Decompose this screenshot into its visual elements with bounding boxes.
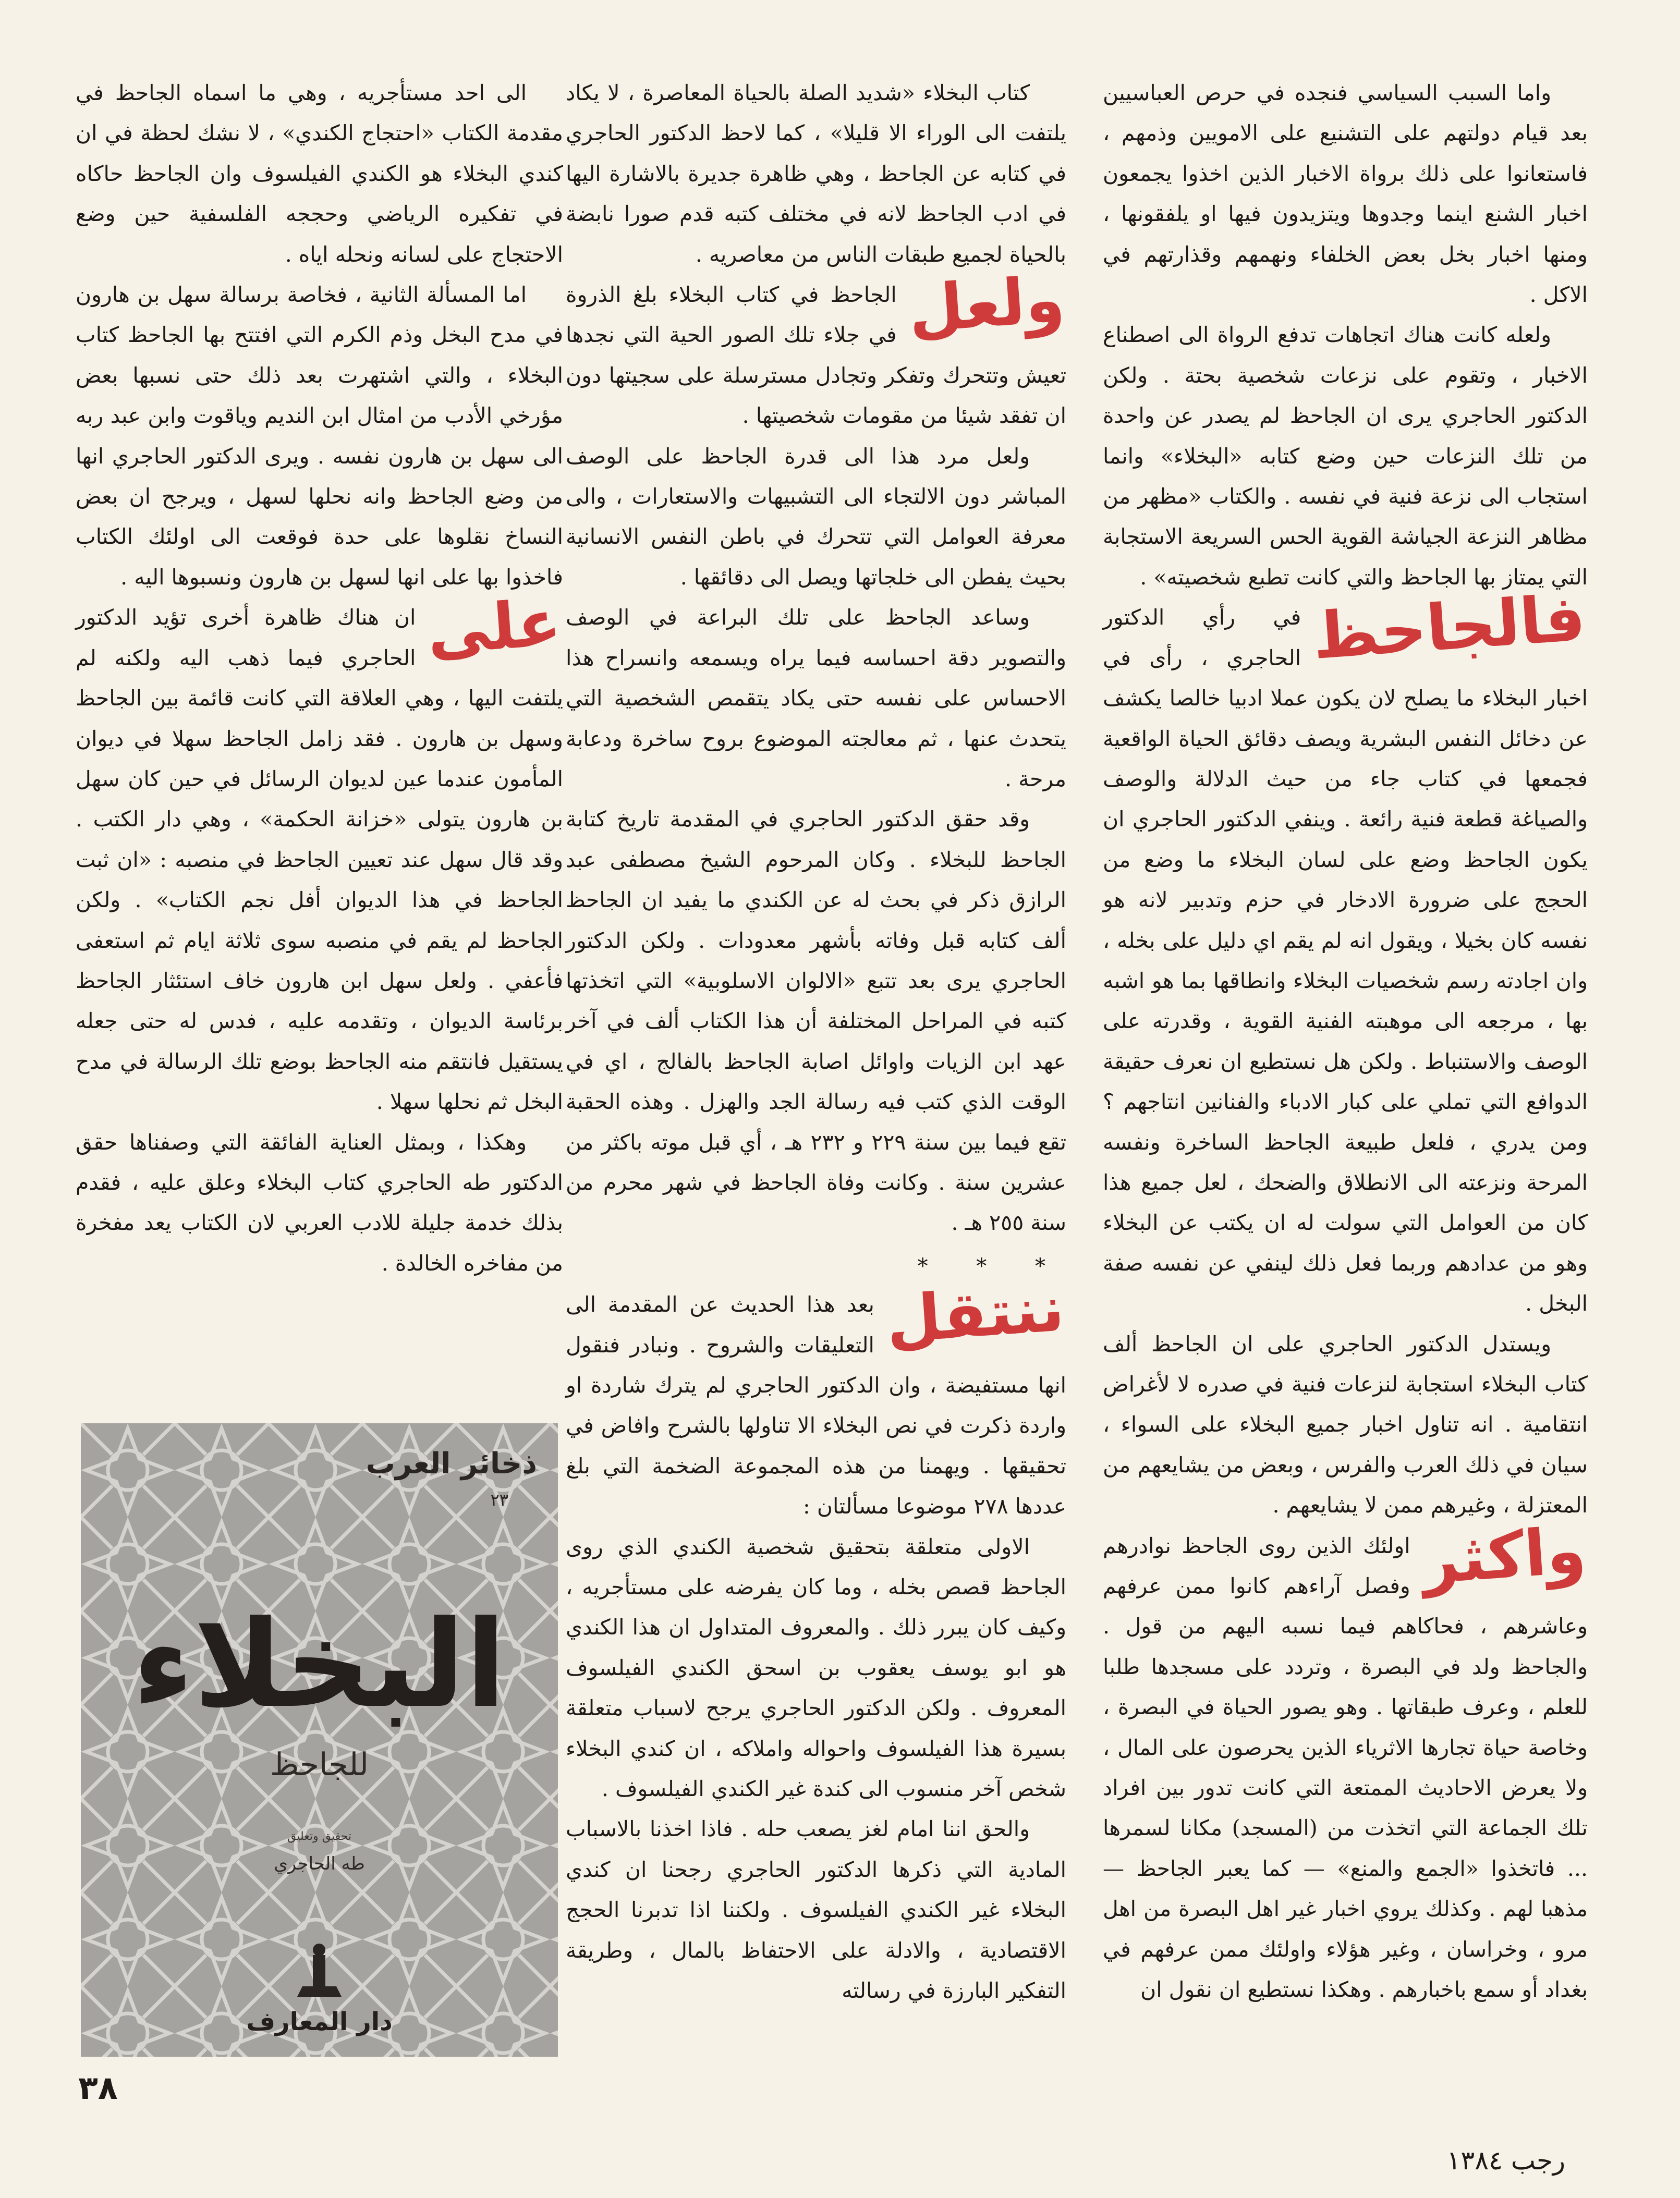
decorative-dropcap: فالجاحظ [1310, 581, 1588, 674]
paragraph: اما المسألة الثانية ، فخاصة برسالة سهل بن هارون في مدح البخل وذم الكرم التي افتتح بها الجاحظ كتاب البخلاء ، والتي اشتهرت بعد ذلك حتى نسبها بعض مؤرخي الأدب من امثال ابن النديم وياقوت وابن عبد ربه الى سهل بن هارون نفسه . ويرى الدكتور الحاجري انها من وضع الجاحظ وانه نحلها لسهل ، ويرجح ان بعض النساخ نقلوها على حدة فوقعت الى اولئك الكتاب فاخذوا بها على انها لسهل بن هارون ونسبوها اليه . [76, 282, 563, 590]
paragraph: ولعل مرد هذا الى قدرة الجاحظ على الوصف المباشر دون الالتجاء الى التشبيهات والاستعارات ، والى معرفة العوامل التي تتحرك في باطن النفس الانسانية بحيث يفطن الى خلجاتها ويصل الى دقائقها . [566, 443, 1066, 590]
cover-publisher: دار المعارف [246, 2007, 393, 2036]
cover-author: للجاحظ [270, 1747, 369, 1783]
decorative-dropcap: على [424, 585, 564, 669]
paragraph-text: ان هناك ظاهرة أخرى تؤيد الدكتور الحاجري فيما ذهب اليه ولكنه لم يلتفت اليها ، وهي العلاقة التي كانت قائمة بين الجاحظ وسهل بن هارون . فقد زامل الجاحظ سهلا في ديوان المأمون عندما عين لديوان الرسائل في حين كان سهل بن هارون يتولى «خزانة الحكمة» ، وهي دار الكتب . وقد قال سهل عند تعيين الجاحظ في منصبه : «ان ثبت الجاحظ في هذا الديوان أفل نجم الكتاب» . ولكن الجاحظ لم يقم في منصبه سوى ثلاثة ايام ثم استعفى فأعفي . ولعل سهل ابن هارون خاف استئثار الجاحظ برئاسة الديوان ، وتقدمه عليه ، فدس له حتى جعله يستقيل فانتقم منه الجاحظ بوضع تلك الرسالة في مدح البخل ثم نحلها سهلا . [76, 605, 563, 1115]
book-cover-image [81, 1423, 558, 2057]
paragraph-text: الجاحظ في كتاب البخلاء بلغ الذروة في جلاء تلك الصور الحية التي نجدها تعيش وتتحرك وتفكر وتجادل مسترسلة على سجيتها دون ان تفقد شيئا من مقومات شخصيتها . [566, 282, 1066, 429]
paragraph: والحق اننا امام لغز يصعب حله . فاذا اخذنا بالاسباب المادية التي ذكرها الدكتور الحاجري رجحنا ان كندي البخلاء غير الكندي الفيلسوف . ولكننا اذا تدبرنا الحجج الاقتصادية ، والادلة على الاحتفاظ بالمال ، وطريقة التفكير البارزة في رسالته [566, 1816, 1066, 2004]
page-number: ٣٨ [78, 2069, 118, 2107]
cover-editor-line: تحقيق وتعليق [287, 1830, 352, 1843]
paragraph: وقد حقق الدكتور الحاجري في المقدمة تاريخ كتابة الجاحظ للبخلاء . وكان المرحوم الشيخ مصطفى عبد الرازق ذكر في بحث له عن الكندي ما يفيد ان الجاحظ ألف كتابه قبل وفاته بأشهر معدودات . ولكن الدكتور الحاجري يرى بعد تتبع «الالوان الاسلوبية» التي اتخذتها كتبه في المراحل المختلفة أن هذا الكتاب ألف في آخر عهد ابن الزيات واوائل اصابة الجاحظ بالفالج ، اي في الوقت الذي كتب فيه رسالة الجد والهزل . وهذه الحقبة تقع فيما بين سنة ٢٢٩ و ٢٣٢ هـ ، أي قبل موته باكثر من عشرين سنة . وكانت وفاة الجاحظ في شهر محرم من سنة ٢٥٥ هـ . [566, 807, 1066, 1236]
text-column-middle [566, 73, 1066, 2011]
paragraph: ولعله كانت هناك اتجاهات تدفع الرواة الى اصطناع الاخبار ، وتقوم على نزعات شخصية بحتة . ولكن الدكتور الحاجري يرى ان الجاحظ لم يصدر عن واحدة من تلك النزعات حين وضع كتابه «البخلاء» وانما استجاب الى نزعة فنية في نفسه . والكتاب «مظهر من مظاهر النزعة الجياشة القوية الحس السريعة الاستجابة التي يمتاز بها الجاحظ والتي كانت تطبع شخصيته» . [1103, 322, 1588, 590]
paragraph-text: بعد هذا الحديث عن المقدمة الى التعليقات والشروح . ونبادر فنقول انها مستفيضة ، وان الدكتور الحاجري لم يترك شاردة او واردة ذكرت في نص البخلاء الا تناولها بالشرح وافاض في تحقيقها . ويهمنا من هذه المجموعة الضخمة التي بلغ عددها ٢٧٨ موضوعا مسألتان : [566, 1292, 1066, 1519]
paragraph: واما السبب السياسي فنجده في حرص العباسيين بعد قيام دولتهم على التشنيع على الامويين وذمهم ، فاستعانوا على ذلك برواة الاخبار الذين اخذوا يجمعون اخبار الشنع اينما وجدوها ويتزيدون فيها او يلفقونها ، ومنها اخبار بخل بعض الخلفاء ونهمهم وقذارتهم في الاكل . [1103, 80, 1588, 308]
footer-date: رجب ١٣٨٤ [1446, 2145, 1565, 2176]
paragraph: كتاب البخلاء «شديد الصلة بالحياة المعاصرة ، لا يكاد يلتفت الى الوراء الا قليلا» ، كما لاحظ الدكتور الحاجري في كتابه عن الجاحظ ، وهي ظاهرة جديرة بالاشارة اليها في ادب الجاحظ لانه في مختلف كتبه قدم صورا نابضة بالحياة لجميع طبقات الناس من معاصريه . [566, 80, 1066, 267]
decorative-dropcap: ولعل [905, 262, 1067, 347]
cover-editor-name: طه الحاجري [274, 1853, 365, 1874]
paragraph: وساعد الجاحظ على تلك البراعة في الوصف والتصوير دقة احساسه فيما يراه ويسمعه وانسراح هذا الاحساس على نفسه حتى يكاد يتقمص الشخصية التي يتحدث عنها ، ثم معالجته الموضوع بروح ساخرة ودعابة مرحة . [566, 605, 1066, 791]
paragraph-with-dropcap [1103, 581, 1588, 1324]
paragraph: الاولى متعلقة بتحقيق شخصية الكندي الذي روى الجاحظ قصص بخله ، وما كان يفرضه على مستأجريه ، وكيف كان يبرر ذلك . والمعروف المتداول ان هذا الكندي هو ابو يوسف يعقوب بن اسحق الكندي الفيلسوف المعروف . ولكن الدكتور الحاجري يرجح لاسباب متعلقة بسيرة هذا الفيلسوف واحواله واملاكه ، ان كندي البخلاء شخص آخر منسوب الى كندة غير الكندي الفيلسوف . [566, 1534, 1066, 1802]
paragraph-text: في رأي الدكتور الحاجري ، رأى في اخبار البخلاء ما يصلح لان يكون عملا ادبيا خالصا يكشف عن دخائل النفس البشرية ويصف دقائق الحياة الواقعية فجمعها في كتاب جاء من حيث الدلالة والوصف والصياغة قطعة فنية رائعة . وينفي الدكتور الحاجري ان يكون الجاحظ وضع على لسان البخلاء ما وضع من الحجج على ضرورة الادخار في حزم وتدبير لانه هو نفسه كان بخيلا ، ويقول انه لم يقم اي دليل على بخله ، وان اجادته رسم شخصيات البخلاء وانطاقها بما هو اشبه بها ، مرجعه الى موهبته الفنية القوية ، وقدرته على الوصف والاستنباط . ولكن هل نستطيع ان نعرف حقيقة الدوافع التي تملي على كبار الادباء والفنانين انتاجهم ؟ ومن يدري ، فلعل طبيعة الجاحظ الساخرة ونفسه المرحة ونزعته الى الانطلاق والضحك ، لعل جميع هذا كان من العوامل التي سولت له ان يكتب عن البخلاء وهو من عدادهم وربما فعل ذلك لينفي عن نفسه صفة البخل . [1103, 605, 1588, 1316]
paragraph-with-dropcap [566, 262, 1067, 436]
paragraph-text: اولئك الذين روى الجاحظ نوادرهم وفصل آراءهم كانوا ممن عرفهم وعاشرهم ، فحاكاهم فيما نسبه اليهم من قول . والجاحظ ولد في البصرة ، وتردد على مسجدها طلبا للعلم ، وعرف طبقاتها . وهو يصور الحياة في البصرة ، وخاصة حياة تجارها الاثرياء الذين يحرصون على المال ، ولا يعرض الاحاديث الممتعة التي كانت تدور بين افراد تلك الجماعة التي اتخذت من (المسجد) مكانا لسمرها ... فاتخذوا «الجمع والمنع» — كما يعبر الجاحظ — مذهبا لهم . وكذلك يروي اخبار غير اهل البصرة من اهل مرو ، وخراسان ، وغير هؤلاء واولئك ممن عرفهم في بغداد أو سمع باخبارهم . وهكذا نستطيع ان نقول ان [1103, 1533, 1588, 2002]
decorative-dropcap: واكثر [1419, 1512, 1588, 1598]
cover-book-title: البخلاء [132, 1595, 507, 1735]
decorative-dropcap: ننتقل [883, 1271, 1067, 1358]
paragraph-with-dropcap [1103, 1512, 1588, 2010]
text-column-left [76, 73, 563, 1284]
cover-series-title: ذخائر العرب [366, 1447, 537, 1481]
paragraph: وهكذا ، وبمثل العناية الفائقة التي وصفناها حقق الدكتور طه الحاجري كتاب البخلاء وعلق عليه ، فقدم بذلك خدمة جليلة للادب العربي لان الكتاب يعد مفخرة من مفاخره الخالدة . [76, 1129, 563, 1276]
paragraph: الى احد مستأجريه ، وهي ما اسماه الجاحظ في مقدمة الكتاب «احتجاج الكندي» ، لا نشك لحظة في ان كندي البخلاء هو الكندي الفيلسوف وان الجاحظ حاكاه في تفكيره الرياضي وحججه الفلسفية حين وضع الاحتجاج على لسانه ونحله اياه . [76, 80, 563, 267]
section-separator: * * * [917, 1254, 1066, 1278]
text-column-right [1103, 73, 1588, 2010]
paragraph-with-dropcap [76, 585, 564, 1122]
paragraph: ويستدل الدكتور الحاجري على ان الجاحظ ألف كتاب البخلاء استجابة لنزعات فنية في صدره لا لأغراض انتقامية . انه تناول اخبار جميع البخلاء على السواء ، سيان في ذلك العرب والفرس ، وبعض من يشايعهم من المعتزلة ، وغيرهم ممن لا يشايعهم . [1103, 1331, 1588, 1518]
cover-series-number: ٢٣ [490, 1490, 508, 1510]
paragraph-with-dropcap [566, 1271, 1067, 1527]
geometric-pattern [81, 1423, 558, 2057]
